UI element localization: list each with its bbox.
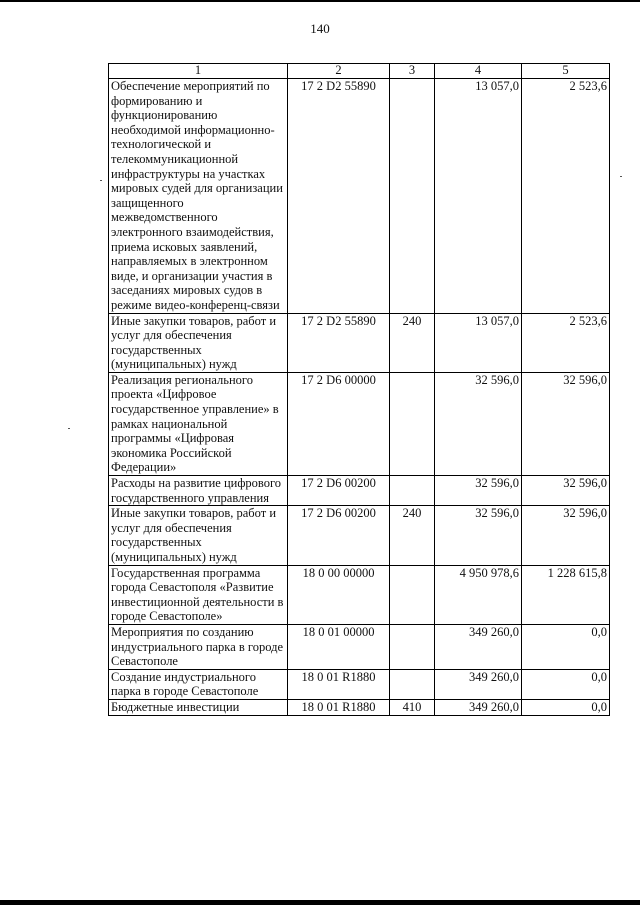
table-row xyxy=(109,506,610,565)
header-row xyxy=(109,64,610,79)
item-name: Мероприятия по созданию индустриального парка в городе Севастополе xyxy=(109,624,288,669)
expense-type xyxy=(390,79,435,314)
scan-speck xyxy=(620,176,622,177)
amount-col4: 349 260,0 xyxy=(435,699,522,715)
item-name: Бюджетные инвестиции xyxy=(109,699,288,715)
expense-type: 240 xyxy=(390,313,435,372)
amount-col5: 32 596,0 xyxy=(522,476,610,506)
amount-col4: 13 057,0 xyxy=(435,79,522,314)
item-name: Создание индустриального парка в городе Севастополе xyxy=(109,669,288,699)
scan-bottom-edge xyxy=(0,900,640,905)
item-name: Расходы на развитие цифрового государственного управления xyxy=(109,476,288,506)
budget-table xyxy=(108,63,610,716)
amount-col4: 32 596,0 xyxy=(435,476,522,506)
amount-col5: 32 596,0 xyxy=(522,372,610,475)
expense-type xyxy=(390,565,435,624)
expense-type: 240 xyxy=(390,506,435,565)
amount-col4: 32 596,0 xyxy=(435,506,522,565)
item-name: Иные закупки товаров, работ и услуг для обеспечения государственных (муниципальных) нужд xyxy=(109,313,288,372)
scan-top-edge xyxy=(0,0,640,2)
amount-col5: 2 523,6 xyxy=(522,313,610,372)
expense-type xyxy=(390,669,435,699)
scan-speck xyxy=(68,428,70,429)
amount-col5: 1 228 615,8 xyxy=(522,565,610,624)
header-cell: 5 xyxy=(522,64,610,79)
amount-col4: 32 596,0 xyxy=(435,372,522,475)
amount-col4: 13 057,0 xyxy=(435,313,522,372)
target-code: 18 0 00 00000 xyxy=(288,565,390,624)
table-row xyxy=(109,624,610,669)
target-code: 18 0 01 R1880 xyxy=(288,699,390,715)
table-row xyxy=(109,565,610,624)
target-code: 17 2 D2 55890 xyxy=(288,79,390,314)
amount-col5: 0,0 xyxy=(522,624,610,669)
table-row xyxy=(109,313,610,372)
header-cell: 4 xyxy=(435,64,522,79)
expense-type xyxy=(390,372,435,475)
header-cell: 1 xyxy=(109,64,288,79)
page-number: 140 xyxy=(310,21,330,36)
amount-col4: 4 950 978,6 xyxy=(435,565,522,624)
table-row xyxy=(109,476,610,506)
target-code: 17 2 D6 00000 xyxy=(288,372,390,475)
expense-type xyxy=(390,476,435,506)
item-name: Иные закупки товаров, работ и услуг для обеспечения государственных (муниципальных) нужд xyxy=(109,506,288,565)
amount-col4: 349 260,0 xyxy=(435,624,522,669)
expense-type xyxy=(390,624,435,669)
header-cell: 3 xyxy=(390,64,435,79)
target-code: 18 0 01 R1880 xyxy=(288,669,390,699)
item-name: Обеспечение мероприятий по формированию и функционированию необходимой информационно-технологической и телекоммуникационной инфраструктуры на участках мировых судей для организации защищенного межведомственного электронного взаимодействия, приема исковых заявлений, направляемых в электронном виде, и организации участия в заседаниях мировых судов в режиме видео-конференц-связи xyxy=(109,79,288,314)
table-row xyxy=(109,372,610,475)
table-row xyxy=(109,699,610,715)
amount-col5: 0,0 xyxy=(522,699,610,715)
item-name: Государственная программа города Севастополя «Развитие инвестиционной деятельности в городе Севастополе» xyxy=(109,565,288,624)
scan-speck xyxy=(100,180,102,181)
amount-col5: 0,0 xyxy=(522,669,610,699)
item-name: Реализация регионального проекта «Цифровое государственное управление» в рамках национальной программы «Цифровая экономика Российской Федерации» xyxy=(109,372,288,475)
amount-col4: 349 260,0 xyxy=(435,669,522,699)
target-code: 17 2 D2 55890 xyxy=(288,313,390,372)
amount-col5: 32 596,0 xyxy=(522,506,610,565)
target-code: 18 0 01 00000 xyxy=(288,624,390,669)
table-row xyxy=(109,669,610,699)
target-code: 17 2 D6 00200 xyxy=(288,476,390,506)
header-cell: 2 xyxy=(288,64,390,79)
table-row xyxy=(109,79,610,314)
amount-col5: 2 523,6 xyxy=(522,79,610,314)
expense-type: 410 xyxy=(390,699,435,715)
target-code: 17 2 D6 00200 xyxy=(288,506,390,565)
